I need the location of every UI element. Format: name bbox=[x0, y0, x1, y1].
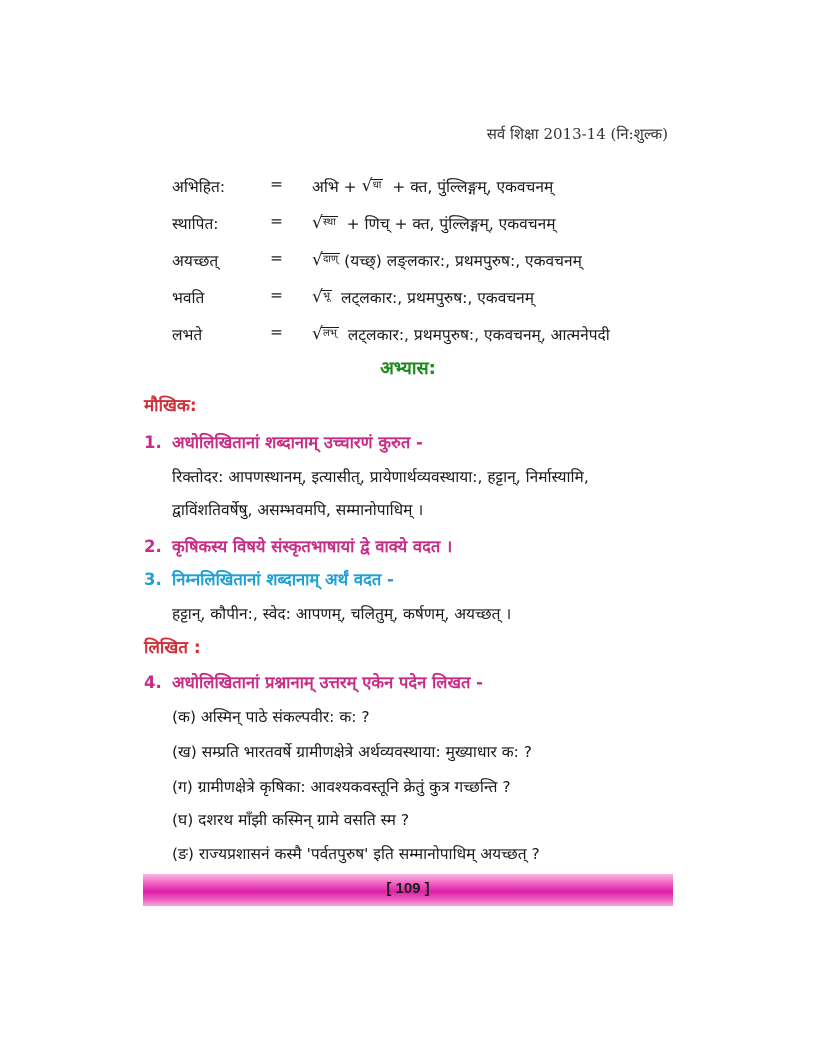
radical-icon: √ bbox=[312, 324, 323, 344]
question-text: निम्नलिखितानां शब्दानाम् अर्थं वदत - bbox=[172, 570, 394, 589]
root-radical bbox=[362, 178, 384, 196]
question-4 bbox=[144, 670, 483, 693]
suffix: लट्लकार:, प्रथमपुरुष:, एकवचनम्, आत्मनेपदी bbox=[342, 326, 610, 344]
radical-icon: √ bbox=[361, 176, 373, 196]
root-text: धा bbox=[372, 180, 382, 191]
derivation-word: अभिहित: bbox=[172, 178, 226, 196]
footer-bar bbox=[143, 874, 673, 906]
answer-line: हट्टान्, कौपीन:, स्वेद: आपणम्, चलितुम्, कर्षणम्, अयच्छत् । bbox=[172, 605, 512, 623]
derivation-analysis bbox=[312, 175, 553, 197]
question-number: 1. bbox=[144, 433, 162, 452]
question-number: 4. bbox=[144, 673, 162, 692]
written-heading: लिखित : bbox=[144, 638, 201, 658]
radical-icon: √ bbox=[312, 250, 323, 270]
question-2 bbox=[144, 534, 452, 557]
equals-sign: = bbox=[270, 175, 283, 193]
derivation-analysis bbox=[312, 286, 534, 308]
question-number: 2. bbox=[144, 537, 162, 556]
root-radical bbox=[312, 215, 338, 233]
page-header: सर्व शिक्षा 2013-14 (नि:शुल्क) bbox=[486, 125, 668, 143]
sub-question: (घ) दशरथ माँझी कस्मिन् ग्रामे वसति स्म ? bbox=[172, 811, 410, 829]
equals-sign: = bbox=[270, 249, 283, 267]
root-radical bbox=[312, 252, 340, 270]
derivation-analysis bbox=[312, 212, 555, 234]
sub-question: (ख) सम्प्रति भारतवर्षे ग्रामीणक्षेत्रे अर्थव्यवस्थाया: मुख्याधार क: ? bbox=[172, 743, 533, 761]
root-radical bbox=[312, 326, 339, 344]
derivation-word: स्थापित: bbox=[172, 215, 219, 233]
question-number: 3. bbox=[144, 570, 162, 589]
radical-icon: √ bbox=[312, 213, 323, 233]
derivation-word: लभते bbox=[172, 326, 203, 344]
derivation-word: भवति bbox=[172, 289, 205, 307]
exercise-title: अभ्यास: bbox=[380, 358, 436, 379]
sub-question: (ग) ग्रामीणक्षेत्रे कृषिका: आवश्यकवस्तूनि क्रेतुं कुत्र गच्छन्ति ? bbox=[172, 778, 511, 796]
root-radical bbox=[312, 289, 332, 307]
oral-heading: मौखिक: bbox=[144, 396, 197, 416]
sub-question: (ङ) राज्यप्रशासनं कस्मै 'पर्वतपुरुष' इति सम्मानोपाधिम् अयच्छत् ? bbox=[172, 845, 540, 863]
equals-sign: = bbox=[270, 323, 283, 341]
derivation-analysis bbox=[312, 249, 582, 271]
root-text: स्था bbox=[323, 217, 336, 228]
question-text: अधोलिखितानां शब्दानाम् उच्चारणं कुरुत - bbox=[172, 433, 423, 452]
question-3 bbox=[144, 567, 394, 590]
suffix: + णिच् + क्त, पुंल्लिङ्गम्, एकवचनम् bbox=[341, 215, 556, 233]
page-number: [ 109 ] bbox=[386, 880, 430, 897]
suffix: (यच्छ्) लङ्लकार:, प्रथमपुरुष:, एकवचनम् bbox=[344, 252, 582, 270]
prefix: अभि + bbox=[312, 178, 362, 196]
answer-line: रिक्तोदर: आपणस्थानम्, इत्यासीत्, प्रायेणार्थव्यवस्थाया:, हट्टान्, निर्मास्यामि, bbox=[172, 468, 589, 486]
question-1 bbox=[144, 430, 423, 453]
derivation-word: अयच्छत् bbox=[172, 252, 219, 270]
radical-icon: √ bbox=[312, 287, 323, 307]
sub-question: (क) अस्मिन् पाठे संकल्पवीर: क: ? bbox=[172, 708, 370, 726]
derivation-analysis bbox=[312, 323, 610, 345]
root-text: लभ् bbox=[323, 328, 337, 339]
equals-sign: = bbox=[270, 286, 283, 304]
question-text: अधोलिखितानां प्रश्नानाम् उत्तरम् एकेन पदेन लिखत - bbox=[172, 673, 483, 692]
root-text: भू bbox=[323, 291, 331, 302]
suffix: लट्लकार:, प्रथमपुरुष:, एकवचनम् bbox=[336, 289, 535, 307]
suffix: + क्त, पुंल्लिङ्गम्, एकवचनम् bbox=[387, 178, 554, 196]
equals-sign: = bbox=[270, 212, 283, 230]
question-text: कृषिकस्य विषये संस्कृतभाषायां द्वे वाक्ये वदत । bbox=[172, 537, 453, 556]
root-text: दाण् bbox=[323, 254, 339, 265]
answer-line: द्वाविंशतिवर्षेषु, असम्भवमपि, सम्मानोपाधिम् । bbox=[172, 501, 424, 519]
